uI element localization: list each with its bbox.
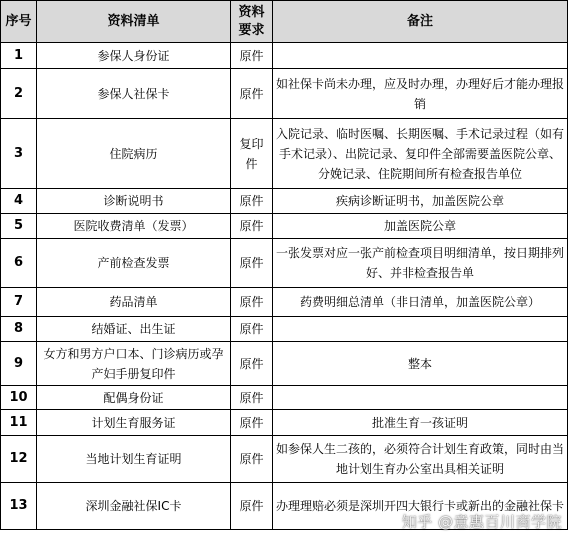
- material-name: 参保人身份证: [37, 43, 231, 69]
- material-name: 药品清单: [37, 288, 231, 317]
- material-requirement: 原件: [231, 317, 273, 342]
- material-remark: 整本: [273, 342, 568, 386]
- row-number: 6: [1, 239, 37, 288]
- material-name: 当地计划生育证明: [37, 436, 231, 483]
- table-row: [1, 43, 568, 69]
- material-requirement: 原件: [231, 189, 273, 214]
- row-number: 10: [1, 386, 37, 410]
- material-name: 医院收费清单（发票）: [37, 214, 231, 239]
- table-header-row: [1, 1, 568, 43]
- row-number: 12: [1, 436, 37, 483]
- table-row: [1, 239, 568, 288]
- table-row: [1, 410, 568, 436]
- table-row: [1, 436, 568, 483]
- material-requirement: 原件: [231, 288, 273, 317]
- table-row: [1, 288, 568, 317]
- material-requirement: 原件: [231, 239, 273, 288]
- material-name: 诊断说明书: [37, 189, 231, 214]
- header-no: 序号: [1, 1, 37, 43]
- material-requirement: 原件: [231, 342, 273, 386]
- header-requirement: 资料要求: [231, 1, 273, 43]
- material-name: 配偶身份证: [37, 386, 231, 410]
- material-remark: [273, 43, 568, 69]
- row-number: 7: [1, 288, 37, 317]
- material-remark: 如社保卡尚未办理，应及时办理，办理好后才能办理报销: [273, 69, 568, 119]
- material-remark: 入院记录、临时医嘱、长期医嘱、手术记录过程（如有手术记录）、出院记录、复印件全部需要盖医院公章、分娩记录、住院期间所有检查报告单位: [273, 119, 568, 189]
- table-row: [1, 69, 568, 119]
- row-number: 3: [1, 119, 37, 189]
- material-requirement: 原件: [231, 410, 273, 436]
- material-remark: 批准生育一孩证明: [273, 410, 568, 436]
- row-number: 2: [1, 69, 37, 119]
- watermark: 知乎 @意惠百川商学院: [401, 513, 562, 531]
- material-remark: [273, 317, 568, 342]
- material-requirement: 原件: [231, 43, 273, 69]
- table-row: [1, 386, 568, 410]
- table-row: [1, 317, 568, 342]
- material-requirement: 原件: [231, 214, 273, 239]
- material-remark: 疾病诊断证明书，加盖医院公章: [273, 189, 568, 214]
- row-number: 1: [1, 43, 37, 69]
- row-number: 8: [1, 317, 37, 342]
- row-number: 9: [1, 342, 37, 386]
- row-number: 11: [1, 410, 37, 436]
- material-requirement: 原件: [231, 436, 273, 483]
- table-row: [1, 214, 568, 239]
- material-name: 女方和男方户口本、门诊病历或孕产妇手册复印件: [37, 342, 231, 386]
- row-number: 13: [1, 483, 37, 530]
- row-number: 4: [1, 189, 37, 214]
- material-name: 计划生育服务证: [37, 410, 231, 436]
- material-remark: 加盖医院公章: [273, 214, 568, 239]
- material-requirement: 原件: [231, 386, 273, 410]
- material-remark: 药费明细总清单（非日清单，加盖医院公章）: [273, 288, 568, 317]
- material-name: 产前检查发票: [37, 239, 231, 288]
- material-remark: 如参保人生二孩的，必须符合计划生育政策，同时由当地计划生育办公室出具相关证明: [273, 436, 568, 483]
- material-requirement: 原件: [231, 69, 273, 119]
- material-requirement: 复印件: [231, 119, 273, 189]
- table-row: [1, 342, 568, 386]
- material-remark: 一张发票对应一张产前检查项目明细清单，按日期排列好、并非检查报告单: [273, 239, 568, 288]
- material-name: 住院病历: [37, 119, 231, 189]
- material-name: 参保人社保卡: [37, 69, 231, 119]
- row-number: 5: [1, 214, 37, 239]
- table-row: [1, 119, 568, 189]
- material-requirement: 原件: [231, 483, 273, 530]
- material-remark: [273, 386, 568, 410]
- header-remark: 备注: [273, 1, 568, 43]
- material-name: 深圳金融社保IC卡: [37, 483, 231, 530]
- table-row: [1, 189, 568, 214]
- material-remark: 办理理赔必须是深圳开四大银行卡或新出的金融社保卡: [273, 483, 568, 530]
- material-name: 结婚证、出生证: [37, 317, 231, 342]
- header-material: 资料清单: [37, 1, 231, 43]
